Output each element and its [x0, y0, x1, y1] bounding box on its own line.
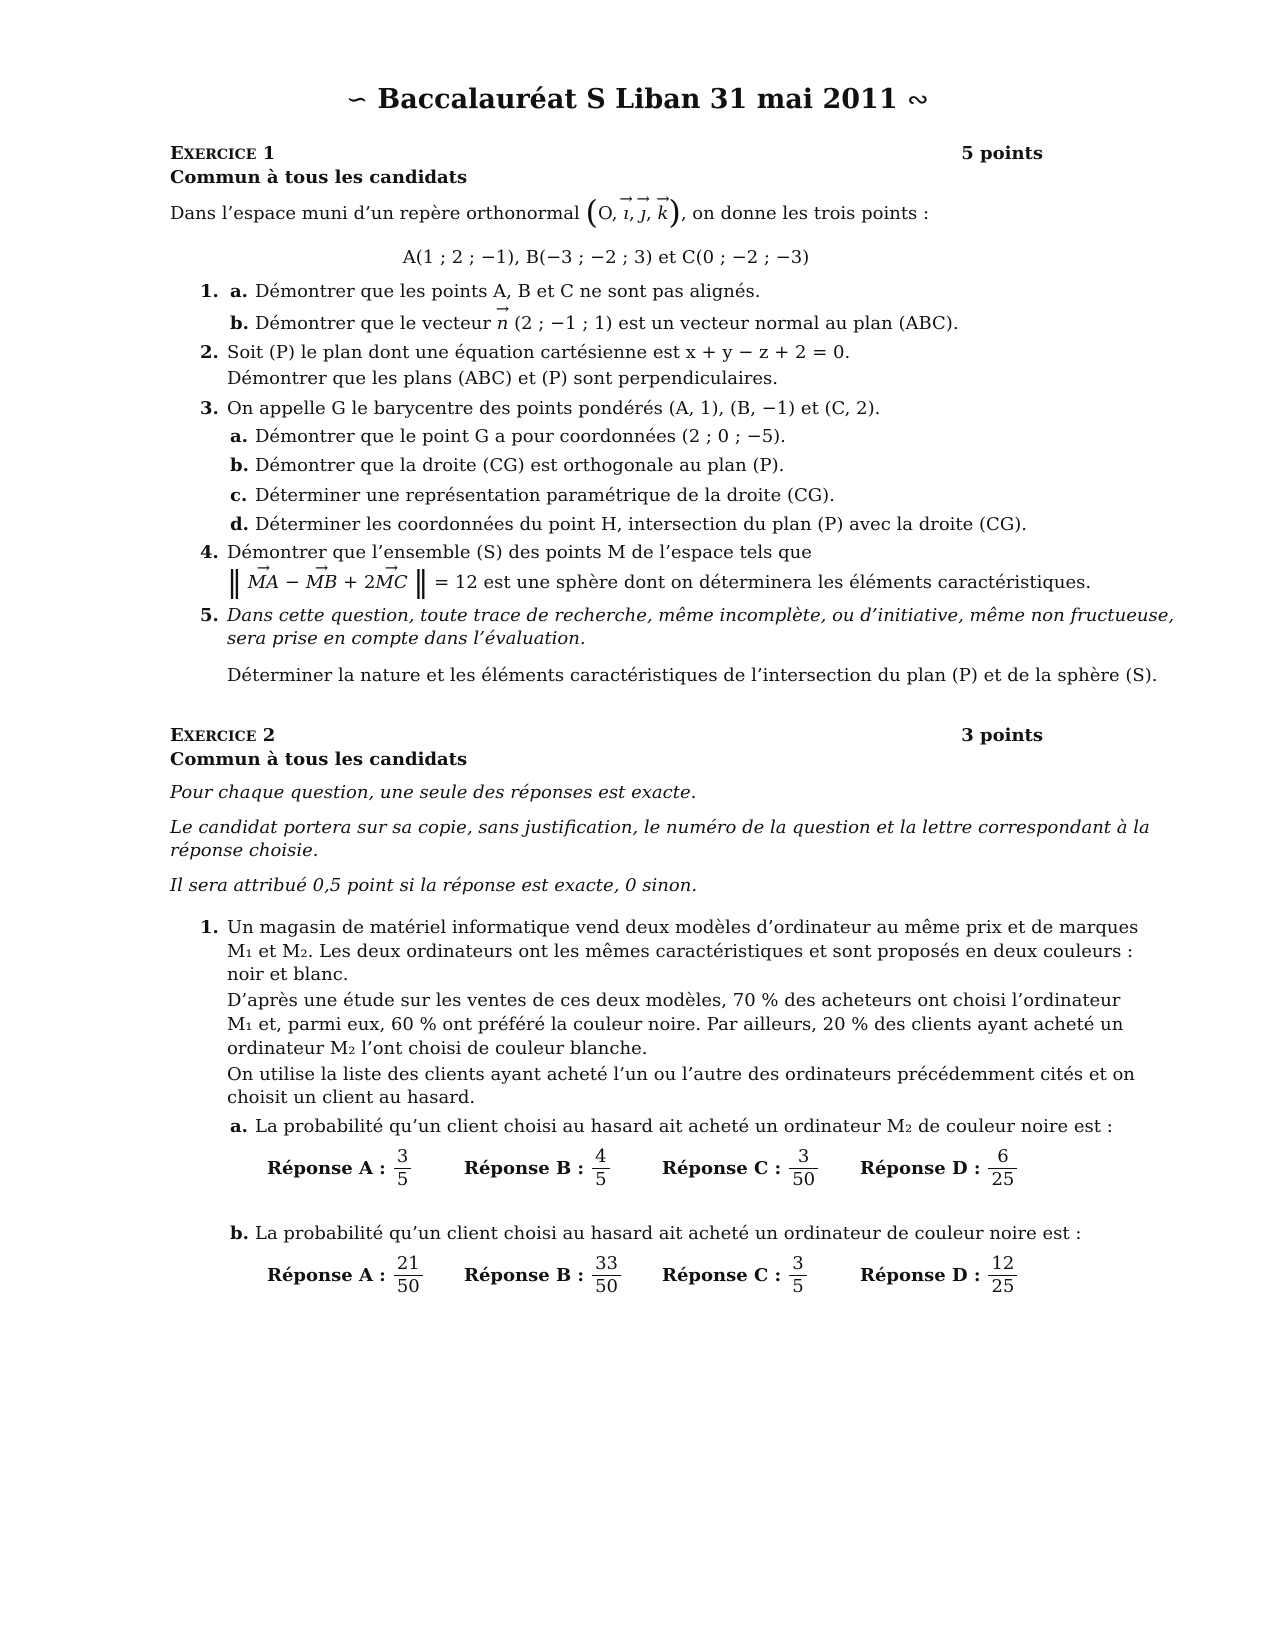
qa-answer-d: Réponse D : $\frac{6}{25}$: [860, 1146, 1017, 1191]
ex2-q1-line3: noir et blanc.: [227, 964, 349, 985]
q3d-label: d.: [230, 514, 249, 535]
paren-open: (: [585, 193, 598, 231]
ex2-qb-text: La probabilité qu’un client choisi au hasard ait acheté un ordinateur de couleur noire est :: [255, 1223, 1082, 1244]
title-text: Baccalauréat S Liban 31 mai 2011: [377, 84, 898, 115]
q5-line1: Dans cette question, toute trace de recherche, même incomplète, ou d’initiative, même non fructueuse,: [227, 605, 1175, 626]
vector-i: → ı: [623, 202, 629, 226]
fraction: $\frac{3}{5}$: [789, 1253, 806, 1298]
ornament-right-icon: ∾: [907, 85, 929, 115]
vector-j: → ȷ: [640, 202, 646, 226]
ornament-left-icon: ∽: [346, 85, 368, 115]
vector-MC: → MC: [375, 571, 407, 595]
q3-number: 3.: [200, 398, 219, 419]
vector-MB: → MB: [306, 571, 338, 595]
fraction: $\frac{21}{50}$: [394, 1253, 423, 1298]
q3d-text: Déterminer les coordonnées du point H, intersection du plan (P) avec la droite (CG).: [255, 514, 1027, 535]
exercise2-instruction1: Pour chaque question, une seule des réponses est exacte.: [170, 782, 697, 803]
paren-close: ): [668, 193, 681, 231]
q1-number: 1.: [200, 281, 219, 302]
qb-answer-c: Réponse C : $\frac{3}{5}$: [662, 1253, 807, 1298]
ex2-qa-label: a.: [230, 1116, 248, 1137]
q3c-label: c.: [230, 485, 248, 506]
q1b-label: b.: [230, 313, 249, 334]
exercise1-heading: EXERCICE 1: [170, 143, 276, 164]
points-coordinates: A(1 ; 2 ; −1), B(−3 ; −2 ; 3) et C(0 ; −2 ; −3): [402, 247, 810, 268]
ex2-q1-line7: On utilise la liste des clients ayant acheté l’un ou l’autre des ordinateurs précédemment cités et on: [227, 1064, 1135, 1085]
ex2-q1-number: 1.: [200, 917, 219, 938]
qa-answer-c: Réponse C : $\frac{3}{50}$: [662, 1146, 818, 1191]
page-title: [0, 84, 1275, 115]
q4-number: 4.: [200, 542, 219, 563]
q3b-text: Démontrer que la droite (CG) est orthogonale au plan (P).: [255, 455, 785, 476]
fraction: $\frac{12}{25}$: [988, 1253, 1017, 1298]
q3b-label: b.: [230, 455, 249, 476]
exercise1-points: 5 points: [961, 143, 1043, 164]
exercise2-points: 3 points: [961, 725, 1043, 746]
q1b-text: Démontrer que le vecteur → n (2 ; −1 ; 1) est un vecteur normal au plan (ABC).: [255, 312, 959, 336]
q3c-text: Déterminer une représentation paramétrique de la droite (CG).: [255, 485, 835, 506]
exercise2-instruction3: Il sera attribué 0,5 point si la réponse est exacte, 0 sinon.: [170, 875, 698, 896]
ex2-q1-line4: D’après une étude sur les ventes de ces deux modèles, 70 % des acheteurs ont choisi l’ordinateur: [227, 990, 1121, 1011]
ex2-q1-line1: Un magasin de matériel informatique vend deux modèles d’ordinateur au même prix et de marques: [227, 917, 1139, 938]
ex2-q1-line2: M₁ et M₂. Les deux ordinateurs ont les mêmes caractéristiques et sont proposés en deux couleurs :: [227, 941, 1134, 962]
q2-line1: Soit (P) le plan dont une équation cartésienne est x + y − z + 2 = 0.: [227, 342, 851, 363]
ex2-q1-line5: M₁ et, parmi eux, 60 % ont préféré la couleur noire. Par ailleurs, 20 % des clients ayant acheté un: [227, 1014, 1124, 1035]
exercise1-subtitle: Commun à tous les candidats: [170, 167, 468, 188]
q2-line2: Démontrer que les plans (ABC) et (P) sont perpendiculaires.: [227, 368, 778, 389]
exercise2-instruction2-line1: Le candidat portera sur sa copie, sans justification, le numéro de la question et la lettre correspondant à la: [170, 817, 1150, 838]
q5-line3: Déterminer la nature et les éléments caractéristiques de l’intersection du plan (P) et de la sphère (S).: [227, 665, 1158, 686]
ex2-qb-label: b.: [230, 1223, 249, 1244]
fraction: $\frac{6}{25}$: [988, 1146, 1017, 1191]
ex2-q1-line6: ordinateur M₂ l’ont choisi de couleur blanche.: [227, 1038, 648, 1059]
q2-number: 2.: [200, 342, 219, 363]
q4-line2: ‖ → MA − → MB + 2→ MC ‖ = 12 est une sphère dont on déterminera les éléments caractéristiques.: [227, 571, 1091, 595]
vector-n: → n: [497, 312, 509, 336]
exercise2-subtitle: Commun à tous les candidats: [170, 749, 468, 770]
vector-k: → k: [657, 202, 668, 226]
fraction: $\frac{33}{50}$: [592, 1253, 621, 1298]
exercise2-heading: EXERCICE 2: [170, 725, 276, 746]
q3a-label: a.: [230, 426, 248, 447]
exercise1-intro: Dans l’espace muni d’un repère orthonormal (O, → ı, → ȷ, → k), on donne les trois points :: [170, 200, 929, 226]
vector-MA: → MA: [248, 571, 279, 595]
ex2-q1-line8: choisit un client au hasard.: [227, 1087, 476, 1108]
q5-number: 5.: [200, 605, 219, 626]
q1a-text: Démontrer que les points A, B et C ne sont pas alignés.: [255, 281, 761, 302]
norm-bars-left: ‖: [227, 565, 238, 600]
exercise2-instruction2-line2: réponse choisie.: [170, 840, 319, 861]
qb-answer-b: Réponse B : $\frac{33}{50}$: [464, 1253, 621, 1298]
fraction: $\frac{4}{5}$: [592, 1146, 609, 1191]
qb-answer-d: Réponse D : $\frac{12}{25}$: [860, 1253, 1017, 1298]
fraction: $\frac{3}{50}$: [789, 1146, 818, 1191]
q1a-label: a.: [230, 281, 248, 302]
q4-line1: Démontrer que l’ensemble (S) des points M de l’espace tels que: [227, 542, 812, 563]
ex2-qa-text: La probabilité qu’un client choisi au hasard ait acheté un ordinateur M₂ de couleur noire est :: [255, 1116, 1113, 1137]
qa-answer-b: Réponse B : $\frac{4}{5}$: [464, 1146, 610, 1191]
norm-bars-right: ‖: [413, 565, 425, 600]
fraction: $\frac{3}{5}$: [394, 1146, 411, 1191]
q3-text: On appelle G le barycentre des points pondérés (A, 1), (B, −1) et (C, 2).: [227, 398, 881, 419]
q3a-text: Démontrer que le point G a pour coordonnées (2 ; 0 ; −5).: [255, 426, 786, 447]
q5-line2: sera prise en compte dans l’évaluation.: [227, 628, 586, 649]
qb-answer-a: Réponse A : $\frac{21}{50}$: [267, 1253, 423, 1298]
qa-answer-a: Réponse A : $\frac{3}{5}$: [267, 1146, 411, 1191]
